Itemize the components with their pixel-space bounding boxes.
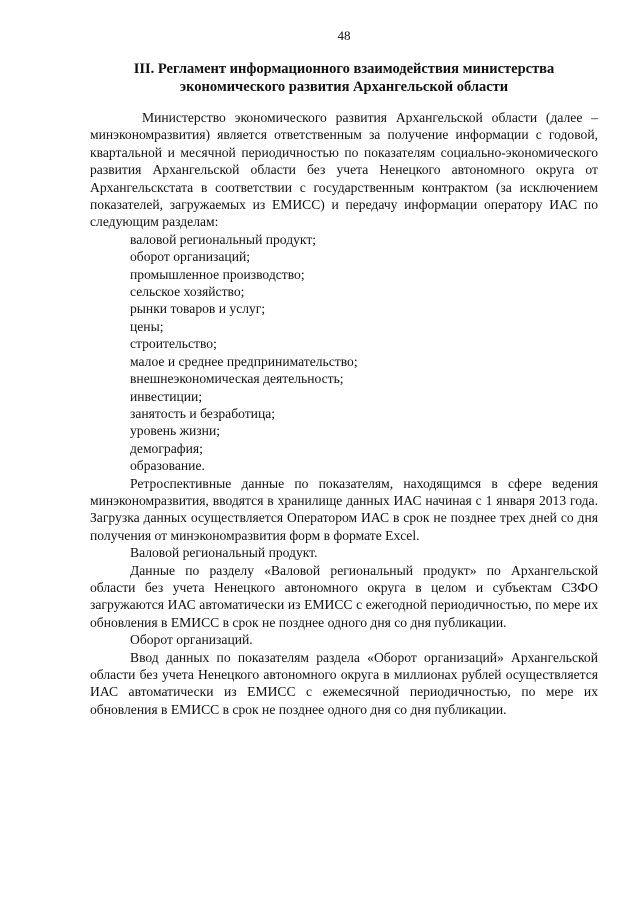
document-page — [90, 28, 598, 718]
list-item: занятость и безработица; — [130, 405, 276, 421]
section-heading-line-1: III. Регламент информационного взаимодействия министерства — [133, 61, 555, 77]
list-item: демография; — [130, 440, 203, 456]
list-item: инвестиции; — [130, 388, 203, 404]
turnover-paragraph: Ввод данных по показателям раздела «Оборот организаций» Архангельской области без учета Ненецкого автономного округа в миллионах рублей осуществляется ИАС автоматически из ЕМИСС с ежемесячной периодичностью, по мере их обновления в ЕМИСС в срок не позднее одного дня со дня публикации. — [90, 649, 598, 717]
list-item: оборот организаций; — [130, 249, 251, 265]
grp-section-title: Валовой региональный продукт. — [130, 545, 318, 561]
turnover-section-title: Оборот организаций. — [130, 632, 253, 648]
page-number: 48 — [337, 28, 351, 43]
list-item: строительство; — [130, 336, 217, 352]
list-item: валовой региональный продукт; — [130, 231, 317, 247]
document-body — [90, 109, 598, 718]
list-item: цены; — [130, 318, 164, 334]
list-item: образование. — [130, 458, 205, 474]
list-item: промышленное производство; — [130, 266, 305, 282]
section-heading-line-2: экономического развития Архангельской области — [179, 79, 509, 95]
list-item: сельское хозяйство; — [130, 284, 245, 300]
list-item: уровень жизни; — [130, 423, 220, 439]
retrospective-paragraph: Ретроспективные данные по показателям, находящимся в сфере ведения минэкономразвития, вводятся в хранилище данных ИАС начиная с 1 января 2013 года. Загрузка данных осуществляется Оператором ИАС в срок не позднее трех дней со дня получения от минэкономразвития форм в формате Excel. — [90, 475, 598, 543]
list-item: рынки товаров и услуг; — [130, 301, 266, 317]
list-item: малое и среднее предпринимательство; — [130, 353, 358, 369]
grp-paragraph: Данные по разделу «Валовой региональный продукт» по Архангельской области без учета Ненецкого автономного округа в целом и субъектам СЗФО загружаются ИАС автоматически из ЕМИСС с ежегодной периодичностью, по мере их обновления в ЕМИСС в срок не позднее одного дня со дня публикации. — [90, 562, 598, 630]
intro-paragraph: Министерство экономического развития Архангельской области (далее – минэкономразвития) является ответственным за получение информации с годовой, квартальной и месячной периодичностью по показателям социально-экономического развития Архангельской области без учета Ненецкого автономного округа от Архангельскстата в соответствии с государственным контрактом (за исключением показателей, загружаемых из ЕМИСС) и передачу информации оператору ИАС по следующим разделам: — [90, 110, 598, 230]
section-heading — [90, 60, 598, 96]
sections-list — [90, 231, 598, 475]
list-item: внешнеэкономическая деятельность; — [130, 371, 344, 387]
